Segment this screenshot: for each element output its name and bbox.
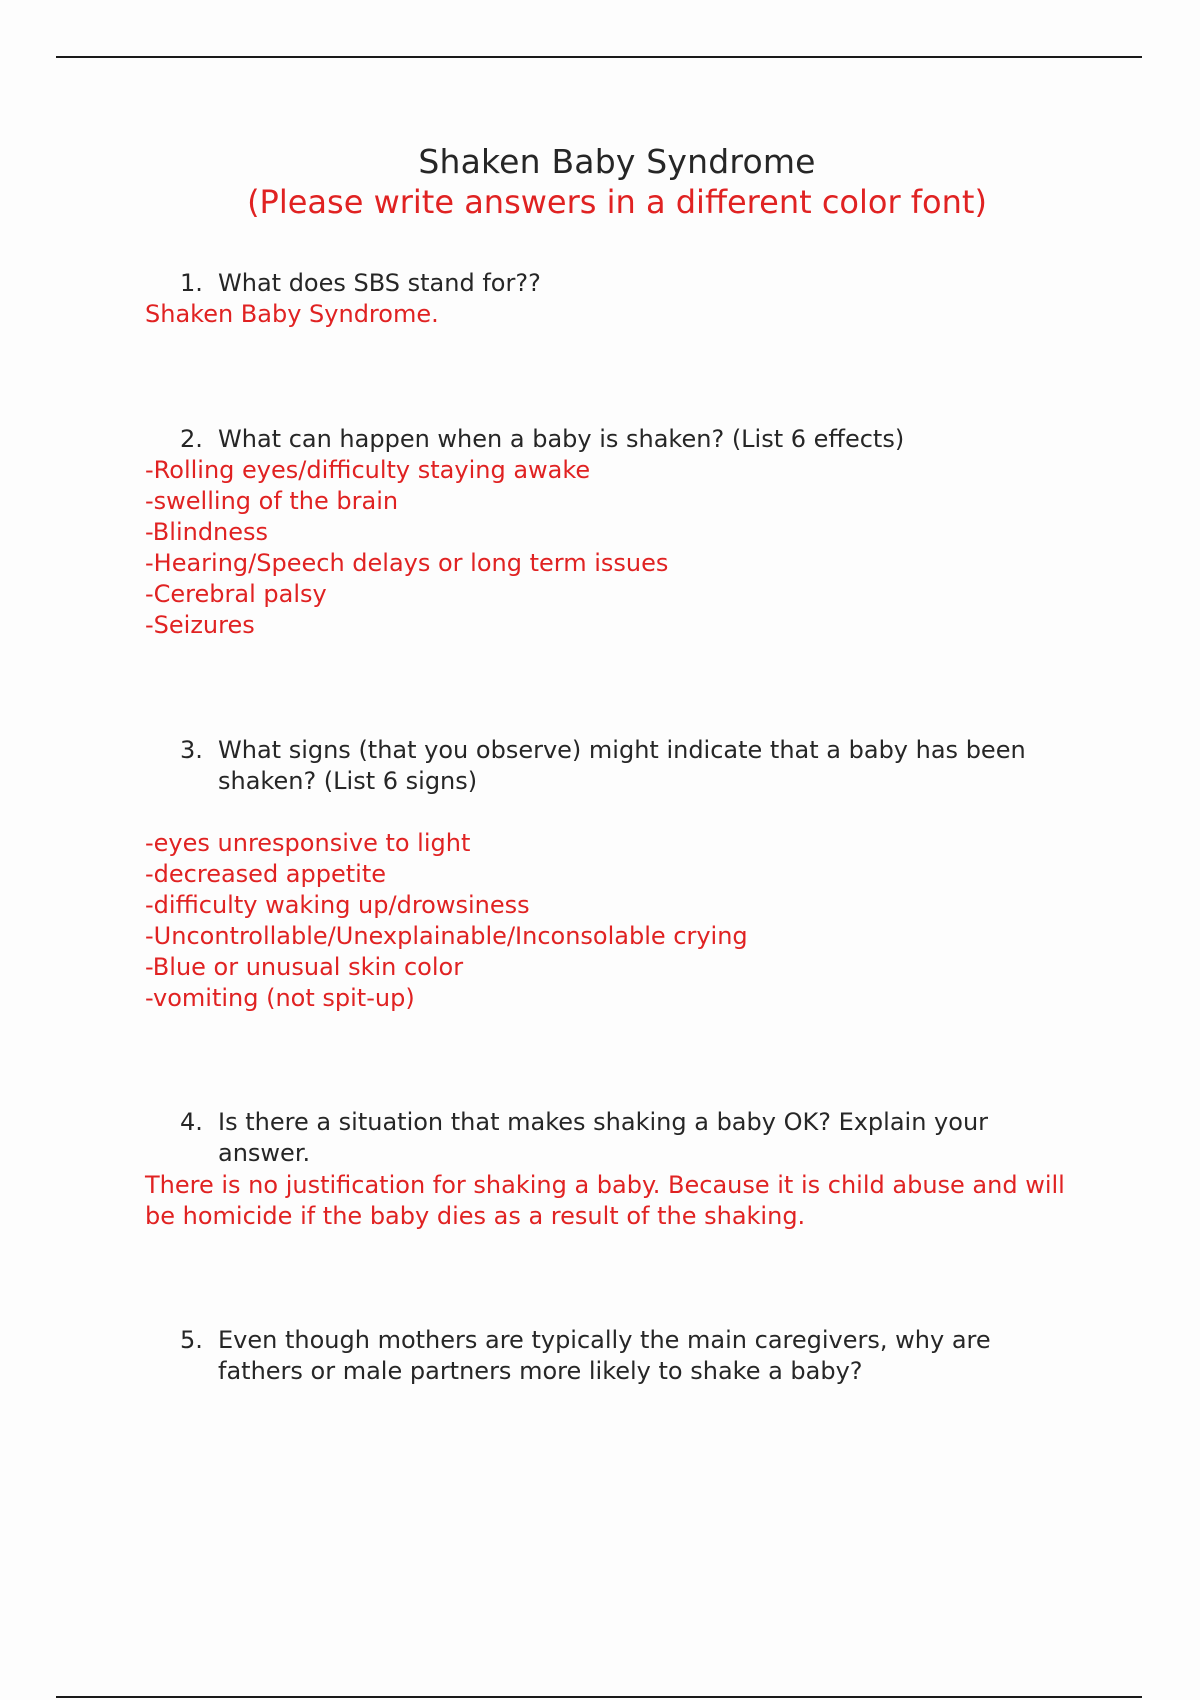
- answer-line: -Uncontrollable/Unexplainable/Inconsolable crying: [145, 922, 748, 950]
- question-number: 3.: [180, 736, 203, 764]
- page-title: Shaken Baby Syndrome: [418, 142, 816, 181]
- question-text: Even though mothers are typically the main caregivers, why are fathers or male partners more likely to shake a baby?: [218, 1326, 991, 1385]
- question-3: [180, 735, 1080, 797]
- answer-2: [145, 455, 1085, 641]
- answer-line: -eyes unresponsive to light: [145, 829, 471, 857]
- question-number: 5.: [180, 1326, 203, 1354]
- answer-line: -Cerebral palsy: [145, 580, 327, 608]
- question-text: Is there a situation that makes shaking a baby OK? Explain your answer.: [218, 1108, 989, 1167]
- answer-line: -Blue or unusual skin color: [145, 953, 464, 981]
- answer-1: [145, 299, 1085, 330]
- answer-4: There is no justification for shaking a baby. Because it is child abuse and will be homicide if the baby dies as a result of the shaking.: [145, 1171, 1065, 1230]
- answer-line: -swelling of the brain: [145, 487, 399, 515]
- question-text: What can happen when a baby is shaken? (List 6 effects): [218, 425, 905, 453]
- question-5: [180, 1325, 1080, 1387]
- question-number: 2.: [180, 425, 203, 453]
- answer-3: [145, 828, 1085, 1014]
- answer-line: -difficulty waking up/drowsiness: [145, 891, 530, 919]
- bottom-rule: [56, 1696, 1142, 1698]
- answer-line: -decreased appetite: [145, 860, 386, 888]
- question-number: 1.: [180, 269, 203, 297]
- answer-line: -vomiting (not spit-up): [145, 984, 415, 1012]
- question-text: What signs (that you observe) might indicate that a baby has been shaken? (List 6 signs): [218, 736, 1026, 795]
- question-1: [180, 268, 1080, 299]
- question-text: What does SBS stand for??: [218, 269, 541, 297]
- question-4: [180, 1107, 1080, 1169]
- question-number: 4.: [180, 1108, 203, 1136]
- top-rule: [56, 56, 1142, 58]
- answer-line: -Hearing/Speech delays or long term issues: [145, 549, 669, 577]
- answer-line: -Seizures: [145, 611, 255, 639]
- instruction-text: (Please write answers in a different color font): [247, 183, 987, 221]
- question-2: [180, 424, 1080, 455]
- answer-line: -Rolling eyes/difficulty staying awake: [145, 456, 591, 484]
- answer-line: Shaken Baby Syndrome.: [145, 300, 439, 328]
- answer-line: -Blindness: [145, 518, 269, 546]
